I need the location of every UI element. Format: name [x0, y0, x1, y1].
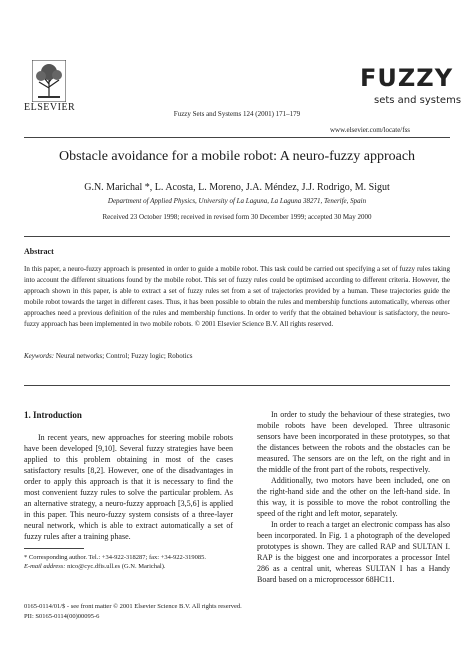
- header-divider: [24, 137, 450, 138]
- corresponding-author-note: * Corresponding author. Tel.: +34-922-318287; fax: +34-922-319085.: [24, 554, 207, 561]
- email-address[interactable]: nico@cyc.dfis.ull.es (G.N. Marichal).: [67, 563, 166, 570]
- paragraph: In order to study the behaviour of these strategies, two mobile robots have been developed. Three ultrasonic sensors have been incorporated in these prototypes, so that the distances between the robots and the obstacles can be measured. The sensors are on the left, on the right and in the middle of the front part of the robots, respectively.: [257, 410, 450, 474]
- journal-logo-text: FUZZY: [360, 64, 454, 92]
- paragraph: Additionally, two motors have been included, one on the right-hand side and the other on the left-hand side. In this way, it is possible to move the robot controlling the speed of the right and left motor, separately.: [257, 476, 450, 518]
- section-heading: 1. Introduction: [24, 410, 82, 420]
- abstract-text: In this paper, a neuro-fuzzy approach is presented in order to guide a mobile robot. This task could be carried out specifying a set of fuzzy rules taking into account the different situations found by the mobile robot. This set of fuzzy rules could be optimised according to different criteria. However, the approach shown in this paper, is able to extract a set of fuzzy rules set from a set of trajectories provided by a human. These trajectories guide the mobile robot towards the target in different cases. Thus, it has been possible to obtain the rules and membership functions automatically, whereas other approaches need a previous definition of the rules and membership functions. In order to verify that the obtained behaviour is satisfactory, the neuro-fuzzy approach has been implemented in two mobile robots. © 2001 Elsevier Science B.V. All rights reserved.: [24, 265, 450, 328]
- email-line: [24, 562, 233, 571]
- keywords-line: [24, 352, 450, 360]
- paragraph: In recent years, new approaches for steering mobile robots have been developed [9,10]. Several fuzzy strategies have been applied to this problem obtaining in most of the cases satisfactory results [8,2]. However, one of the disadvantages in order to apply this approach is that it is necessary to find the most convenient fuzzy rules to solve the particular problem. As an alternative strategy, a neuro-fuzzy approach [3,5,6] is applied in this paper. This neuro-fuzzy system consists of a three-layer neural network, which is able to extract automatically a set of fuzzy rules after a training phase.: [24, 433, 233, 541]
- pii-line: PII: S0165-0114(00)00095-6: [24, 613, 100, 620]
- publisher-name: ELSEVIER: [24, 102, 76, 113]
- keywords-label: Keywords:: [24, 352, 55, 360]
- journal-reference: Fuzzy Sets and Systems 124 (2001) 171–179: [173, 110, 301, 118]
- paper-title: Obstacle avoidance for a mobile robot: A neuro-fuzzy approach: [58, 149, 416, 164]
- journal-url[interactable]: www.elsevier.com/locate/fss: [330, 126, 411, 134]
- email-label: E-mail address:: [24, 563, 66, 570]
- copyright-block: [24, 602, 450, 622]
- keywords-list: Neural networks; Control; Fuzzy logic; Robotics: [55, 352, 193, 360]
- author-affiliation: Department of Applied Physics, University of La Laguna, La Laguna 38271, Tenerife, Spain: [107, 197, 367, 205]
- abstract-bottom-divider: [24, 385, 450, 386]
- abstract-heading: Abstract: [24, 247, 54, 256]
- footnote: [24, 553, 233, 571]
- paragraph: In order to reach a target an electronic compass has also been incorporated. In Fig. 1 a photograph of the developed prototypes is shown. They are called RAP and SULTAN I. RAP is the biggest one and incorporates a processor Intel 286 as a central unit, whereas SULTAN I has a Handy Board based on a microprocessor 68HC11.: [257, 520, 450, 584]
- right-column: [257, 409, 450, 585]
- abstract-top-divider: [24, 236, 450, 237]
- elsevier-tree-logo: [32, 60, 66, 102]
- copyright-line: 0165-0114/01/$ - see front matter © 2001 Elsevier Science B.V. All rights reserved.: [24, 603, 242, 610]
- paper-authors: G.N. Marichal *, L. Acosta, L. Moreno, J.A. Méndez, J.J. Rodrigo, M. Sigut: [84, 182, 390, 193]
- left-column: [24, 432, 233, 542]
- received-dates: Received 23 October 1998; received in revised form 30 December 1999; accepted 30 May 2000: [102, 213, 372, 221]
- journal-logo-subtitle: sets and systems: [374, 95, 462, 106]
- footnote-divider: [24, 548, 84, 549]
